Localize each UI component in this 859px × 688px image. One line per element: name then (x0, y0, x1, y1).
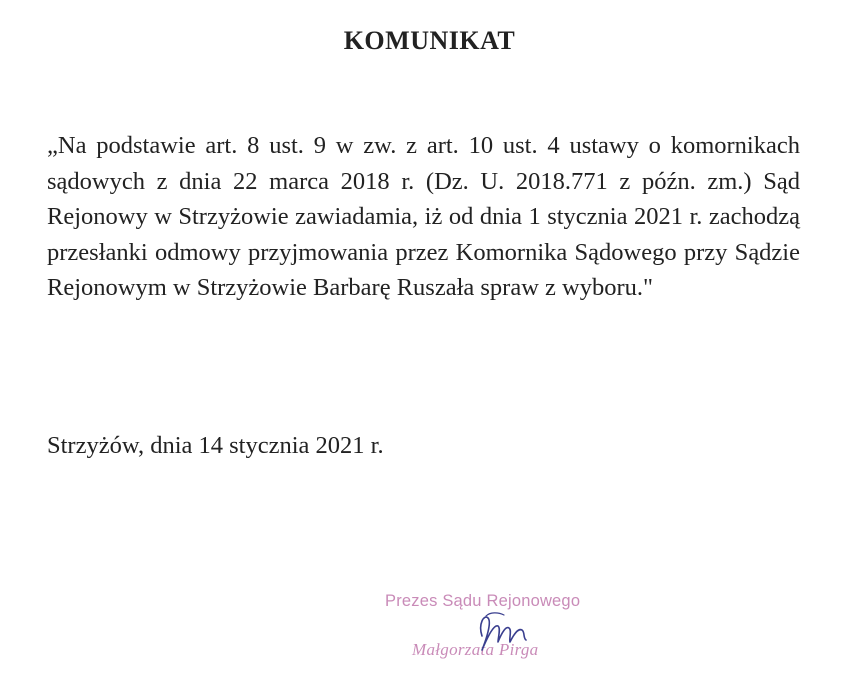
document-body: „Na podstawie art. 8 ust. 9 w zw. z art. 10 ust. 4 ustawy o komornikach sądowych z dnia 22 marca 2018 r. (Dz. U. 2018.771 z późn. zm.) Sąd Rejonowy w Strzyżowie zawiadamia, iż od dnia 1 stycznia 2021 r. zachodzą przesłanki odmowy przyjmowania przez Komornika Sądowego przy Sądzie Rejonowym w Strzyżowie Barbarę Ruszała spraw z wyboru." (47, 132, 800, 301)
stamp-name: Małgorzata Pirga (412, 640, 539, 659)
document-title: KOMUNIKAT (343, 26, 516, 55)
handwritten-signature-icon (468, 606, 538, 656)
stamp-position: Prezes Sądu Rejonowego (385, 592, 581, 610)
place-and-date: Strzyżów, dnia 14 stycznia 2021 r. (47, 432, 384, 459)
